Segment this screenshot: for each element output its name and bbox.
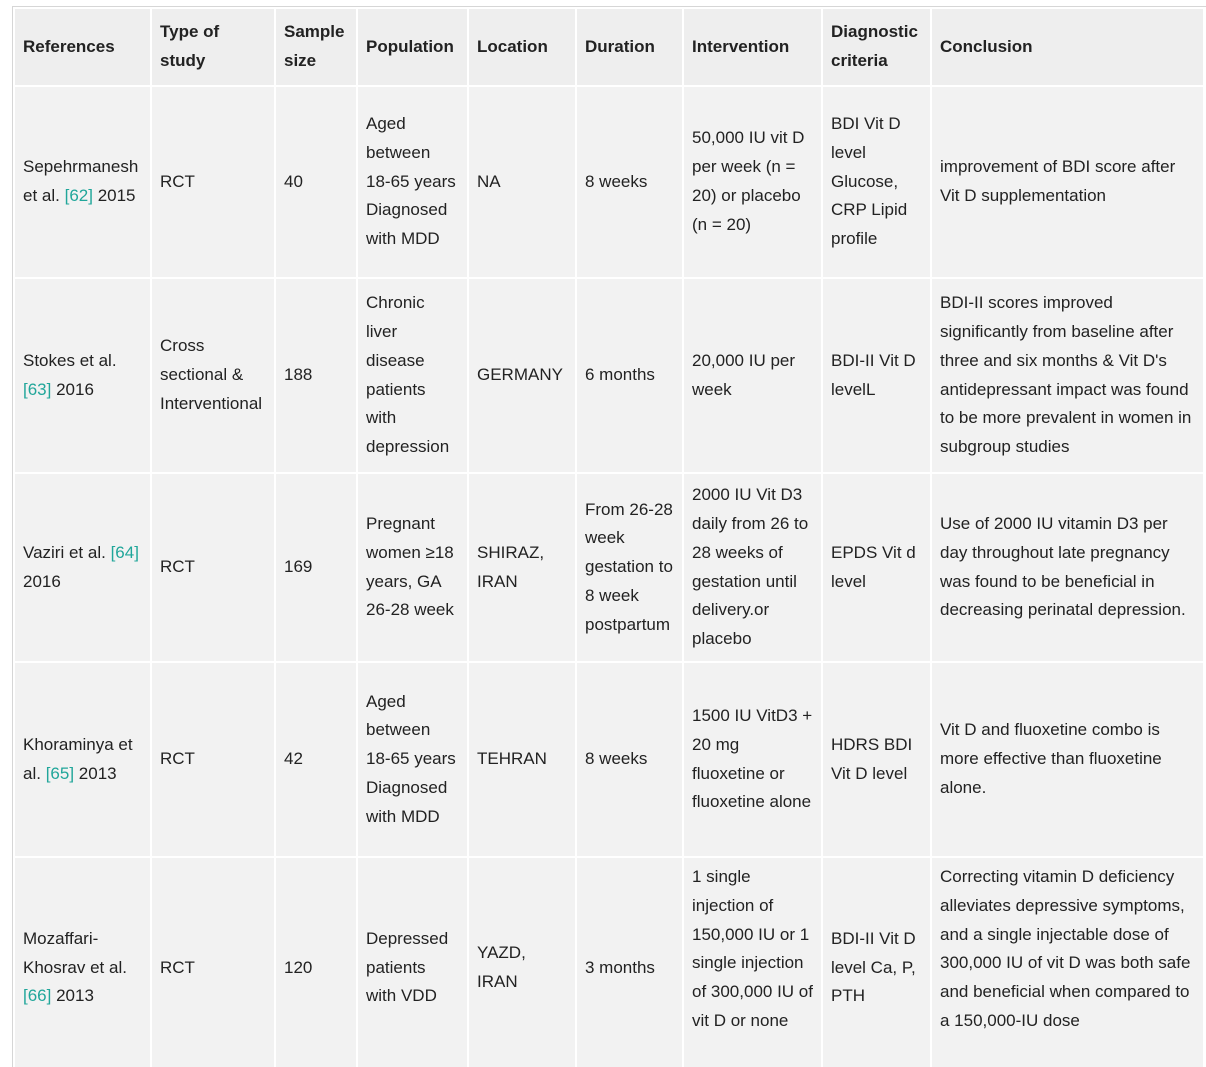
table-row (15, 858, 1203, 1067)
table-row (15, 663, 1203, 856)
cell-population: Depressed patients with VDD (358, 858, 467, 1067)
cell-duration: From 26-28 week gestation to 8 week postpartum (577, 474, 682, 661)
cell-type-of-study: RCT (152, 858, 274, 1067)
cell-reference (15, 663, 150, 856)
citation-link[interactable]: [64] (110, 542, 139, 562)
cell-intervention: 20,000 IU per week (684, 279, 821, 472)
reference-author: Vaziri et al. (23, 542, 106, 562)
cell-location: TEHRAN (469, 663, 575, 856)
cell-intervention: 2000 IU Vit D3 daily from 26 to 28 weeks of gestation until delivery.or placebo (684, 474, 821, 661)
table-row (15, 474, 1203, 661)
cell-type-of-study: RCT (152, 87, 274, 277)
table-frame (12, 6, 1206, 1067)
cell-intervention: 1 single injection of 150,000 IU or 1 single injection of 300,000 IU of vit D or none (684, 858, 821, 1067)
studies-table (13, 7, 1205, 1067)
header-duration: Duration (577, 9, 682, 85)
table-header-row (15, 9, 1203, 85)
table-row (15, 279, 1203, 472)
cell-duration: 8 weeks (577, 87, 682, 277)
cell-population: Aged between 18-65 years Diagnosed with MDD (358, 663, 467, 856)
cell-location: GERMANY (469, 279, 575, 472)
cell-diagnostic-criteria: BDI Vit D level Glucose, CRP Lipid profile (823, 87, 930, 277)
reference-year: 2013 (78, 763, 117, 783)
header-location: Location (469, 9, 575, 85)
cell-intervention: 1500 IU VitD3 + 20 mg fluoxetine or fluoxetine alone (684, 663, 821, 856)
header-sample-size: Sample size (276, 9, 356, 85)
cell-sample-size: 120 (276, 858, 356, 1067)
cell-reference (15, 279, 150, 472)
cell-population: Aged between 18-65 years Diagnosed with MDD (358, 87, 467, 277)
cell-location: YAZD, IRAN (469, 858, 575, 1067)
reference-year: 2016 (23, 571, 61, 591)
header-intervention: Intervention (684, 9, 821, 85)
citation-link[interactable]: [62] (64, 186, 93, 205)
reference-author: Khoraminya et al. (23, 734, 133, 783)
cell-sample-size: 42 (276, 663, 356, 856)
cell-location: NA (469, 87, 575, 277)
reference-author: Sepehrmanesh et al. (23, 157, 139, 205)
cell-conclusion: Correcting vitamin D deficiency alleviates depressive symptoms, and a single injectable dose of 300,000 IU of vit D was both safe and beneficial when compared to a 150,000-IU dose (932, 858, 1203, 1067)
reference-year: 2016 (56, 379, 94, 399)
header-population: Population (358, 9, 467, 85)
header-type-of-study: Type of study (152, 9, 274, 85)
cell-diagnostic-criteria: BDI-II Vit D level Ca, P, PTH (823, 858, 930, 1067)
citation-link[interactable]: [65] (45, 763, 75, 783)
cell-conclusion: Vit D and fluoxetine combo is more effective than fluoxetine alone. (932, 663, 1203, 856)
reference-year: 2013 (56, 986, 94, 1006)
cell-population: Chronic liver disease patients with depression (358, 279, 467, 472)
header-conclusion: Conclusion (932, 9, 1203, 85)
cell-diagnostic-criteria: HDRS BDI Vit D level (823, 663, 930, 856)
cell-duration: 6 months (577, 279, 682, 472)
cell-conclusion: improvement of BDI score after Vit D supplementation (932, 87, 1203, 277)
cell-intervention: 50,000 IU vit D per week (n = 20) or placebo (n = 20) (684, 87, 821, 277)
table-row (15, 87, 1203, 277)
cell-duration: 8 weeks (577, 663, 682, 856)
cell-type-of-study: RCT (152, 474, 274, 661)
cell-duration: 3 months (577, 858, 682, 1067)
reference-author: Mozaffari-Khosrav et al. (23, 928, 127, 977)
header-diagnostic-criteria: Diagnostic criteria (823, 9, 930, 85)
cell-type-of-study: RCT (152, 663, 274, 856)
header-references: References (15, 9, 150, 85)
cell-reference (15, 474, 150, 661)
cell-conclusion: Use of 2000 IU vitamin D3 per day throughout late pregnancy was found to be beneficial in decreasing perinatal depression. (932, 474, 1203, 661)
cell-conclusion: BDI-II scores improved significantly from baseline after three and six months & Vit D's antidepressant impact was found to be more prevalent in women in subgroup studies (932, 279, 1203, 472)
reference-year: 2015 (97, 186, 136, 205)
cell-sample-size: 169 (276, 474, 356, 661)
cell-sample-size: 40 (276, 87, 356, 277)
citation-link[interactable]: [63] (23, 379, 52, 399)
reference-author: Stokes et al. (23, 350, 117, 370)
cell-diagnostic-criteria: EPDS Vit d level (823, 474, 930, 661)
cell-location: SHIRAZ, IRAN (469, 474, 575, 661)
cell-type-of-study: Cross sectional & Interventional (152, 279, 274, 472)
cell-reference (15, 87, 150, 277)
cell-diagnostic-criteria: BDI-II Vit D levelL (823, 279, 930, 472)
citation-link[interactable]: [66] (23, 986, 52, 1006)
cell-sample-size: 188 (276, 279, 356, 472)
cell-reference (15, 858, 150, 1067)
cell-population: Pregnant women ≥18 years, GA 26-28 week (358, 474, 467, 661)
